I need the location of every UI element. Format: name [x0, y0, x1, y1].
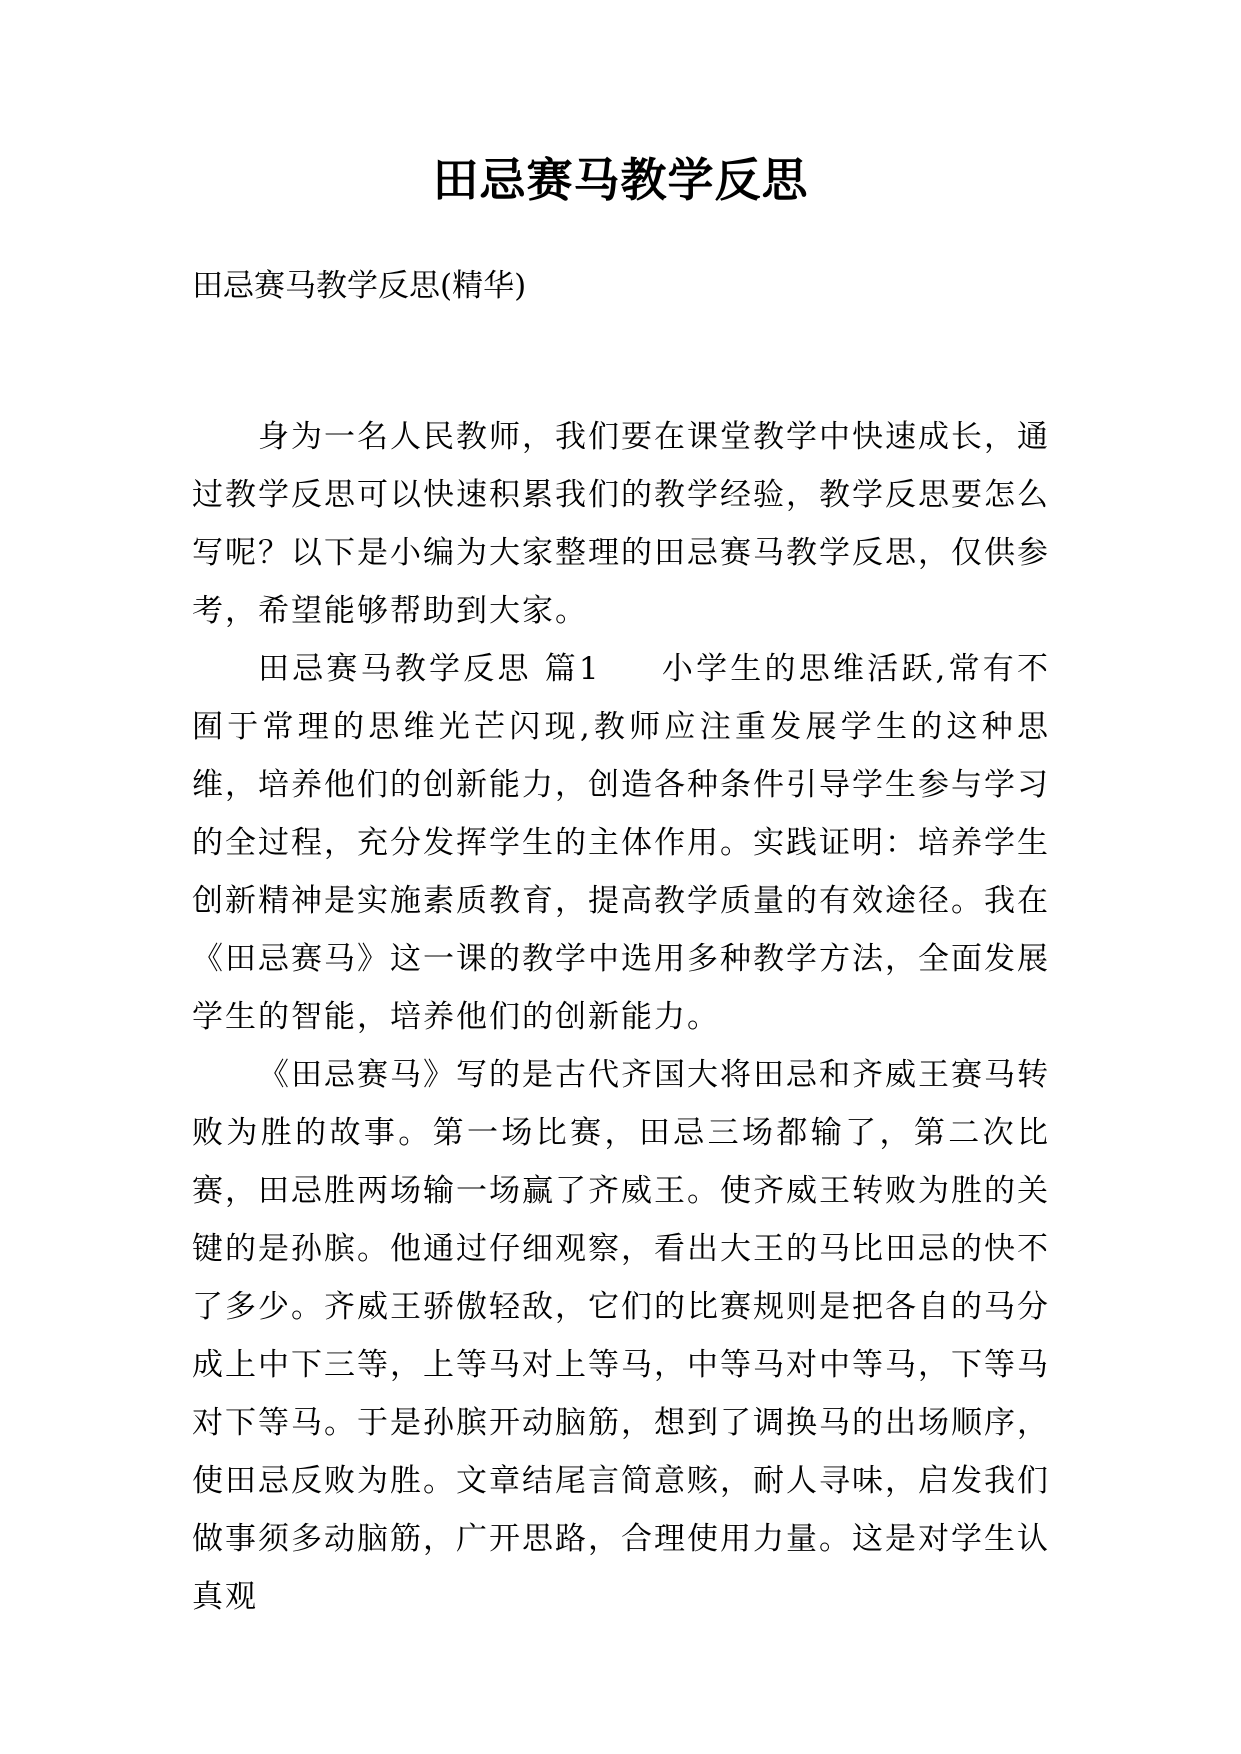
intro-paragraph: 身为一名人民教师，我们要在课堂教学中快速成长，通过教学反思可以快速积累我们的教学经验，教学反思要怎么写呢？以下是小编为大家整理的田忌赛马教学反思，仅供参考，希望能够帮助到大家。: [192, 419, 1050, 629]
section1-text: 小学生的思维活跃,常有不囿于常理的思维光芒闪现,教师应注重发展学生的这种思维，培养他们的创新能力，创造各种条件引导学生参与学习的全过程，充分发挥学生的主体作用。实践证明：培养学生创新精神是实施素质教育，提高教学质量的有效途径。我在《田忌赛马》这一课的教学中选用多种教学方法，全面发展学生的智能，培养他们的创新能力。: [192, 651, 1050, 1035]
document-body: [192, 408, 1050, 1626]
section1-paragraph: [192, 640, 1050, 1046]
section1-heading: 田忌赛马教学反思 篇1: [258, 651, 601, 687]
document-title: 田忌赛马教学反思: [432, 153, 809, 207]
body-paragraph-3: 《田忌赛马》写的是古代齐国大将田忌和齐威王赛马转败为胜的故事。第一场比赛，田忌三场都输了，第二次比赛，田忌胜两场输一场赢了齐威王。使齐威王转败为胜的关键的是孙膑。他通过仔细观察，看出大王的马比田忌的快不了多少。齐威王骄傲轻敌，它们的比赛规则是把各自的马分成上中下三等，上等马对上等马，中等马对中等马，下等马对下等马。于是孙膑开动脑筋，想到了调换马的出场顺序，使田忌反败为胜。文章结尾言简意赅，耐人寻味，启发我们做事须多动脑筋，广开思路，合理使用力量。这是对学生认真观: [192, 1057, 1050, 1615]
document-subtitle: 田忌赛马教学反思(精华): [192, 268, 527, 304]
